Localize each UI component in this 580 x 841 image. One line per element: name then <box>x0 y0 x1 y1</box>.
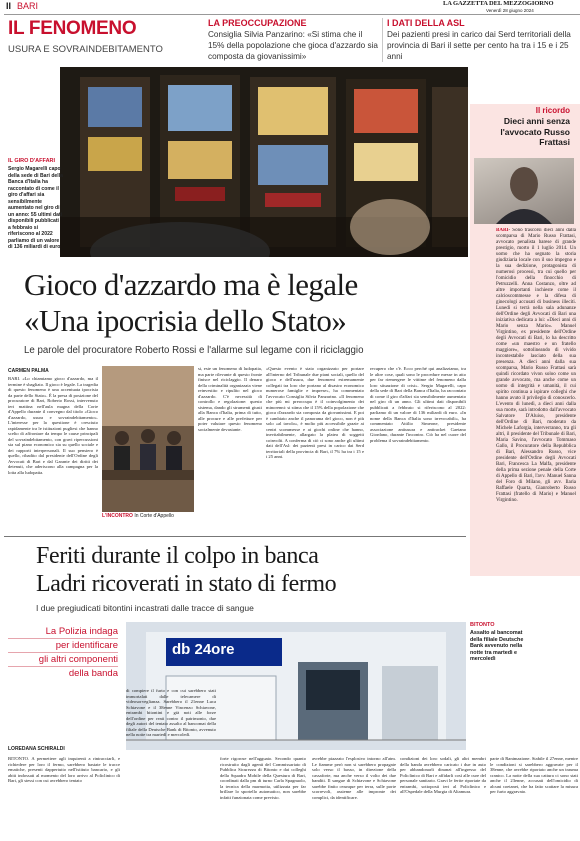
main-col-2: si, este un fenomeno di ludopatia, ma parte rilevante di questo fronte finisce nel riciclaggio. Il denaro della criminalità organizzata viene reinvestito e ripulito nel gioco d'azzardo. C'è necessità di controllo e regolazione: questo sistema, dando gli strumenti giusti alla Banca d'Italia, prima di tutto, alle procure e alle prefetture per poter valutare questo fenomeno socialmente devastante. <box>198 366 262 432</box>
second-col-1: BITONTO. A permettere agli inquirenti a rintracciarli, e richiedere per loro il fermo, sarebbero bastate le tracce ematiche, presenti dappertutto nell'istituto bancario, e gli abiti indossati al momento del loro arrivo al Policlinico di Bari, gli stessi con cui avrebbero tentato <box>8 756 120 783</box>
meeting-illustration <box>102 366 194 512</box>
page-marker: II <box>6 1 12 11</box>
second-col-3: forte rigorose nell'agguato. Secondo quanto ricostruito dagli agenti del Commissariato di Pubblica Sicurezza di Bitonto e dai colleghi della Squadra Mobile della Questura di Bari, coordinati dalla pm di turno Carla Spagnuolo, la tecnica della marmotta, utilizzata per far brillare lo sportello automatico, non sarebbe infatti funzionata come previsto. <box>220 756 306 800</box>
teaser-left-kicker: LA PREOCCUPAZIONE <box>208 18 307 28</box>
main-headline-line1: Gioco d'azzardo ma è legale <box>24 268 358 302</box>
portrait-icon <box>474 158 574 224</box>
rubric-subtitle: USURA E SOVRAINDEBITAMENTO <box>8 44 163 55</box>
pullquote-line-4: della banda <box>68 668 118 679</box>
second-col-6: parte di Ranimazione. Stabile il 27enne, mentre le condizioni si sarebbero aggravate per il 38enne, che avrebbe riportato anche un trauma cranico. La notte della sua cattura ci sono stati anche il 23enne, accusati dell'omicidio di alcuni coetanei, che ha fatto scattare la misura per furto aggravato. <box>490 756 578 794</box>
second-byline: LOREDANA SCHIRALDI <box>8 746 65 752</box>
portrait-photo <box>474 158 574 224</box>
page-header <box>0 0 580 14</box>
sidebar-kicker: Il ricordo <box>535 106 570 115</box>
second-col-5: condizioni dei loro sodali, gli altri membri della banda avrebbero caricato i due in auto per abbandonarli dinanzi all'ingresso del Policlinico di Bari e affidarli così alle cure del personale sanitario. Gravi le ferite riportate da entrambi, sottoposti ieri al Policlinico e all'Ospedale della Murgia di Altamura. <box>400 756 486 794</box>
section-divider <box>4 536 466 537</box>
slot-machines-illustration <box>60 67 468 257</box>
second-subhead: I due pregiudicati bitontini incastrati dalle tracce di sangue <box>36 603 254 613</box>
teaser-left-text: Consiglia Silvia Panzarino: «Si stima che il 15% della popolazione che gioca d'azzardo sia composta da giovanissimi» <box>208 30 378 61</box>
main-subhead: Le parole del procuratore Roberto Rossi e l'allarme sul legame con il riciclaggio <box>24 345 364 356</box>
pullquote-line-1: La Polizia indaga <box>8 625 118 639</box>
issue-date: Venerdì 28 giugno 2024 <box>486 8 534 13</box>
teaser-right-kicker: I DATI DELLA ASL <box>387 18 465 28</box>
pullquote <box>8 625 118 687</box>
meeting-photo <box>102 366 194 512</box>
meeting-photo-caption <box>102 513 194 519</box>
bank-caption-text: Assalto al bancomat della filiale Deutsche Bank avvenuto nella notte tra martedì e mercoledì <box>470 630 524 662</box>
photo-caption-kicker: IL GIRO D'AFFARI <box>8 158 56 164</box>
second-headline-line1: Feriti durante il colpo in banca <box>36 543 319 569</box>
photo-caption-text: Sergio Magarelli capo della sede di Bari della Banca d'Italia ha raccontato di come il giro d'affari sia sensibilmente aumentato nel giro di un anno: 55 ultimi dati disponibili pubblicati a febbraio si riferiscono al 2022 parliamo di un valore di 136 miliardi di euro <box>8 166 63 250</box>
sidebar-box <box>470 104 580 576</box>
meeting-caption-label: L'INCONTRO <box>102 513 133 519</box>
main-byline: CARMEN PALMA <box>8 368 49 374</box>
rubric-title: IL FENOMENO <box>8 18 137 39</box>
pullquote-line-2: per identificare <box>8 639 118 653</box>
bank-caption-kicker: BITONTO <box>470 622 495 628</box>
slot-machines-photo <box>60 67 468 257</box>
sidebar-body <box>496 228 576 574</box>
pullquote-line-3: gli altri componenti <box>8 653 118 667</box>
second-col-4: avrebbe piazzato l'esplosivo intorno all'atm. Le fiamme però non si sarebbero propagate solo verso il basso, in direzione della cassaforte, ma anche verso il volto dei due banditi. Il sangue di Schiavone e Schiavone sarebbe finito ovunque per terra, sulle porte scorrevoli, assieme alle impronte dei complici, da identificare. <box>312 756 396 800</box>
sidebar-title: Dieci anni senza l'avvocato Russo Frattasi <box>500 116 570 147</box>
teaser-right-text: Dei pazienti presi in carico dai Serd territoriali della provincia di Bari il sette per cento ha tra i 15 e i 25 anni <box>387 30 571 61</box>
main-col-4: recupero che c'è. Ecco perché qui analizziamo, tra le altre cose, quali sono le procedure messe in atto per far riemergere le vittime del fenomeno dalla loro situazione di crisi». Sergio Magarelli, capo della sede di Bari della Banca d'Italia, ha raccontato di come il giro d'affari sia sensibilmente aumentato nel giro di un anno. Gli ultimi dati disponibili pubblicati a febbraio si riferiscono al 2022: parliamo di un valore di 136 miliardi di euro. «In nome della Banca d'Italia sono irrevocabili», ha commentato Attilio Simeone, presidente associazione antiusura e antiracket Gaetano Giordano, durante l'incontro. Ciò ha nel cuore del problema il sovraindebitamento. <box>370 366 466 443</box>
sidebar-body-text: - Sono trascorsi dieci anni dalla scomparsa di Mario Russo Frattasi, avvocato penalista barese di grande prestigio, morto il 1 luglio 2014. Un uomo che ha segnato la storia giudiziaria locale con il suo impegno e la sua dedizione, protagonista di numerosi processi, tra cui quello per l'omicidio della finocchio di Petruzzelli. Anna Costanzo, oltre ad altre importanti inchieste come il calcioscommesse e la difesa di ginecologi accusati di business illeciti. Lunedì si terrà nella sala adunanze dell'Ordine degli Avvocati di Bari una iniziativa dedicata a lui: «Dieci anni di Mario senza Mario». Manuel Virgintino, ex presidente dell'Ordine degli Avvocati di Bari, lo ha descritto come «un maestro e un fratello maggiore», sottolineando di vivido incontestabile lasciato della sua presenza. A dieci anni dalla sua scomparsa, Mario Russo Frattasi sarà quindi ricordato vivon soloo come un grande avvocato, ma anche come un uomo di integrità e umanità, il cui spirito continua a ispirare colleghi che hanno avuto il privilegio di conoscerlo. L'evento di lunedì, a dieci anni dalla sua morte, sarà introdotto dall'avvocato Salvatore D'Aluiso, presidente dell'Ordine di Bari, moderato da Michele Laforgia, interverranno, tra gli altri, il presidente del Tribunale di Bari, Maria Savino, l'avvocato Tommaso Gallo, il Procuratore della Repubblica di Bari, Alessandro Russo, vice presidente dell'Ordine degli Avvocati Bari, Francesca La Malfa, presidente della prima sezione penale della Corte di Appello di Bari, l'avv. Manuel Sanna del Foro di Milano, gli avv. Ilaria Raffaele Quarta, Gianroberto Russo Frattasi (fratello di Mario) e Manuel Virgintino. <box>496 228 576 503</box>
main-headline-line2: «Una ipocrisia dello Stato» <box>24 304 347 338</box>
sidebar-lead: BARI <box>496 228 509 233</box>
main-col-1: BARI. «Lo chiamiamo gioco d'azzardo, ma il termine è sbagliato. Il gioco è legale. La tragedia di questo fenomeno è una accentuata ipocrisia da parte dello Stato». È la presa di posizione del procuratore di Bari, Roberto Rossi, intervenuto ieri mattina nell'aula magna della Corte d'Appello durante il convegno dal titolo «Gioco d'azzardo, usura e sovraindebitamento». L'interesse per la questione è cresciuto rapidamente tra le istituzioni pugliesi che hanno scelto di affrontare da tempo le cause principali del sovraindebitamento, con gravi ripercussioni sia sul piano economico sia su quello sociale e dei rapporti interpersonali. Il suo pensiero è quello, ribadito dal presidente dell'Ordine degli Avvocati di Bari e dal Garante dei diritti dei detenuti, che aderiscono alla campagna per la lotta alla ludopatia. <box>8 376 98 475</box>
newspaper-name: LA GAZZETTA DEL MEZZOGIORNO <box>443 0 554 7</box>
section-label: BARI <box>17 1 39 11</box>
header-rule <box>4 14 580 15</box>
teaser-divider <box>382 18 383 62</box>
second-headline-line2: Ladri ricoverati in stato di fermo <box>36 571 337 597</box>
meeting-caption-text: In Corte d'Appello <box>134 513 174 519</box>
second-col-2: di compiere il furto e con cui sarebbero stati immortalati dalle telecamere di videosorveglianza. Sarebbero il 21enne Luca Schiavone e il 38enne Vincenzo Schiavone, entrambi bitontini e già noti alle forze dell'ordine per reati contro il patrimonio, due degli autori del tentato assalto al bancomat della filiale della Deutsche Bank di Bitonto, avvenuto nella notte tra martedì e mercoledì. <box>126 688 216 737</box>
main-col-3: «Questo evento è stato organizzato per portare all'interno del Tribunale due piani sociali, quello del gioco e dell'usura, due fenomeni estremamente collegati tra loro che portano al disastro economico numerose famiglie e imprese», ha commentato l'avvocato Consiglia Silvia Panzarino. «Il fenomeno che più mi preoccupa è il coinvolgimento dei minorenni: si stima che il 15% della popolazione che gioca d'azzardo sia composta da giovanissimi. E poi è cambiato anche il panorama del gioco, non è più solo «al tavolo», è molto più accessibile grazie ai centri scommesse e ai giochi online che hanno, inevitabilmente, allargato la platea di soggetti coinvolti. A conferma di ciò ci sono anche gli ultimi dati dell'Asl: dei pazienti presi in carico dai Serd territoriali della provincia di Bari, il 7% ha tra i 15 e i 25 anni. <box>266 366 364 459</box>
bank-sign: db 24ore <box>172 641 235 658</box>
